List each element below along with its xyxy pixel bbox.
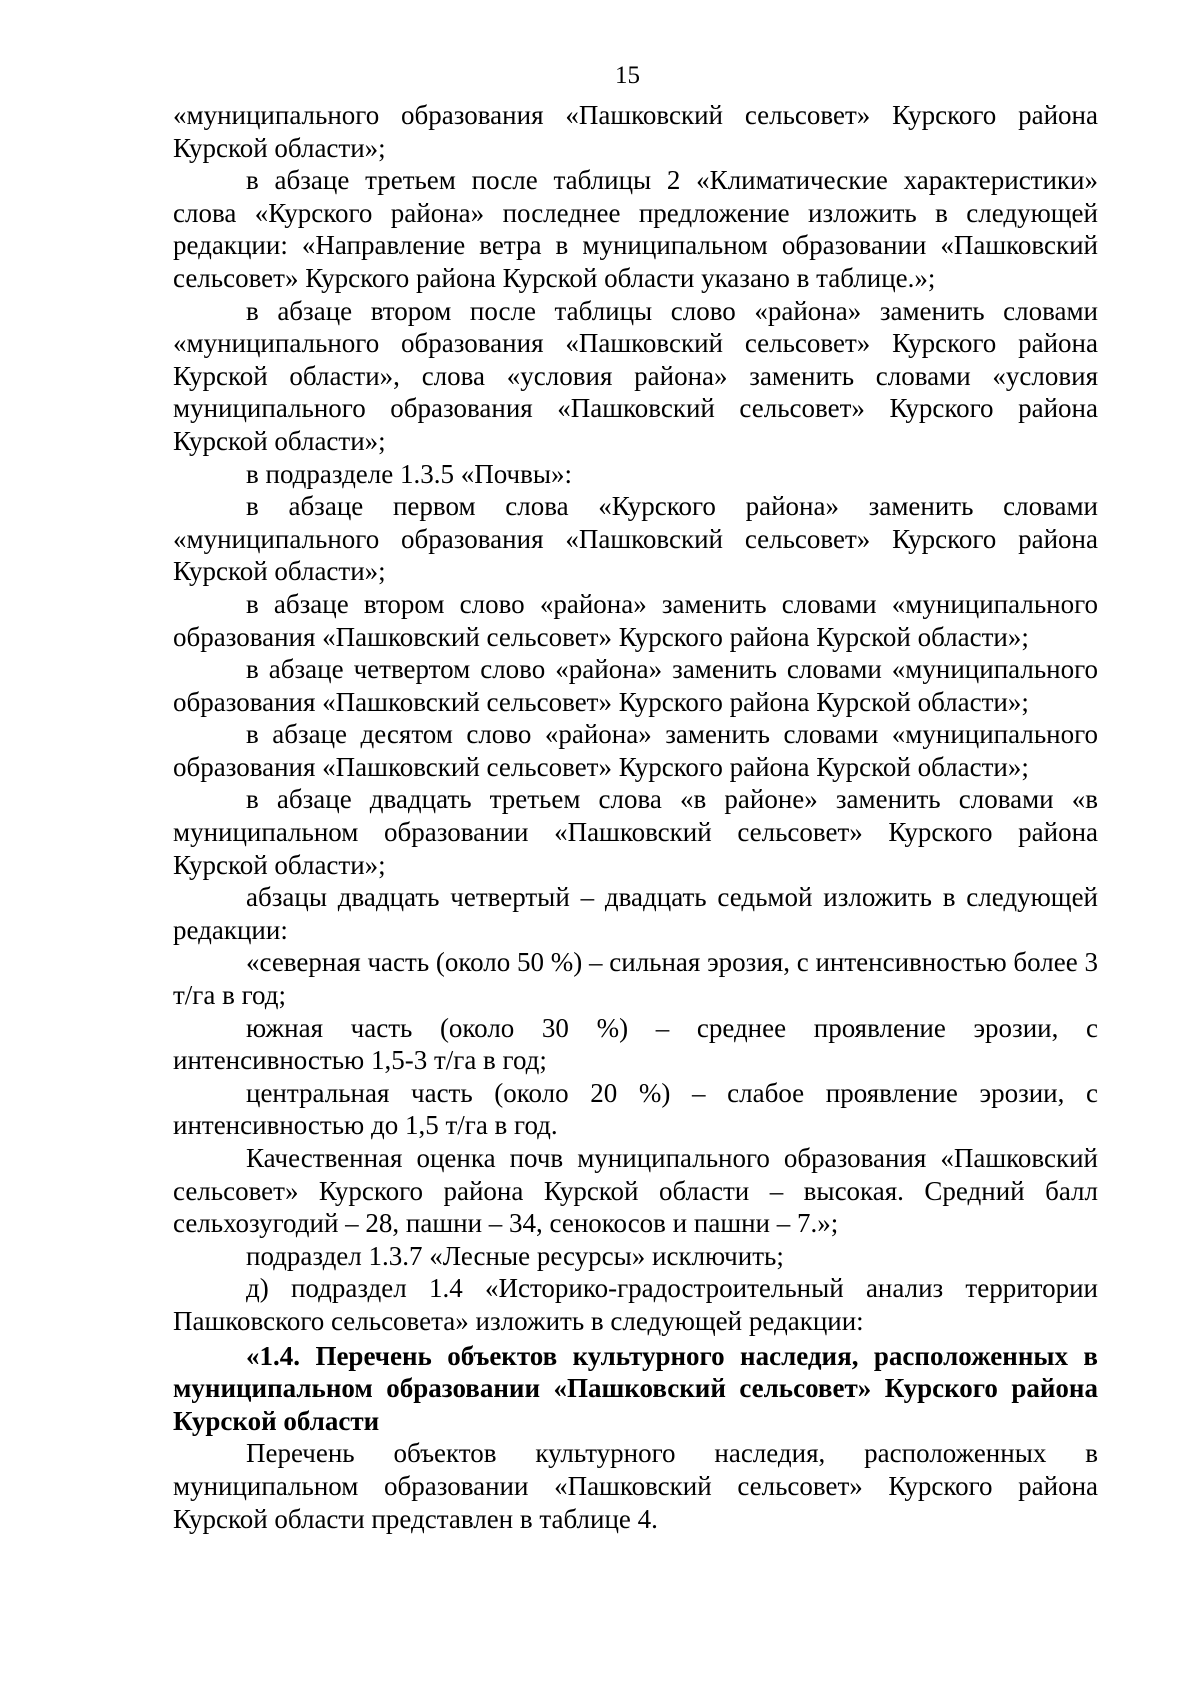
page-number: 15: [615, 62, 640, 89]
paragraph: «северная часть (около 50 %) – сильная эрозия, с интенсивностью более 3 т/га в год;: [173, 947, 1098, 1011]
paragraph: подраздел 1.3.7 «Лесные ресурсы» исключить;: [246, 1240, 784, 1271]
paragraph: в абзаце втором слово «района» заменить словами «муниципального образования «Пашковский сельсовет» Курского района Курской области»;: [173, 588, 1098, 652]
paragraph: в абзаце третьем после таблицы 2 «Климатические характеристики» слова «Курского района» последнее предложение изложить в следующей редакции: «Направление ветра в муниципальном образовании «Пашковский сельсовет» Курского района Курской области указано в таблице.»;: [173, 165, 1098, 293]
paragraph: д) подраздел 1.4 «Историко-градостроительный анализ территории Пашковского сельсовета» изложить в следующей редакции:: [173, 1273, 1098, 1336]
paragraph: в абзаце первом слова «Курского района» заменить словами «муниципального образования «Пашковский сельсовет» Курского района Курской области»;: [173, 491, 1098, 587]
paragraph: Качественная оценка почв муниципального образования «Пашковский сельсовет» Курского района Курской области – высокая. Средний балл сельхозугодий – 28, пашни – 34, сенокосов и пашни – 7.»;: [173, 1143, 1098, 1239]
document-body: [173, 99, 1098, 1535]
paragraph: южная часть (около 30 %) – среднее проявление эрозии, с интенсивностью 1,5-3 т/га в год;: [173, 1012, 1098, 1076]
paragraph: абзацы двадцать четвертый – двадцать седьмой изложить в следующей редакции:: [173, 882, 1098, 945]
paragraph: в абзаце четвертом слово «района» заменить словами «муниципального образования «Пашковский сельсовет» Курского района Курской области»;: [173, 654, 1098, 717]
section-heading: «1.4. Перечень объектов культурного наследия, расположенных в муниципальном образовании «Пашковский сельсовет» Курского района Курской области: [173, 1340, 1098, 1436]
paragraph: центральная часть (около 20 %) – слабое проявление эрозии, с интенсивностью до 1,5 т/га в год.: [173, 1077, 1098, 1141]
paragraph: «муниципального образования «Пашковский сельсовет» Курского района Курской области»;: [173, 100, 1098, 163]
paragraph: в абзаце десятом слово «района» заменить словами «муниципального образования «Пашковский сельсовет» Курского района Курской области»;: [173, 719, 1098, 782]
paragraph: Перечень объектов культурного наследия, расположенных в муниципальном образовании «Пашковский сельсовет» Курского района Курской области представлен в таблице 4.: [173, 1438, 1098, 1534]
paragraph: в абзаце двадцать третьем слова «в районе» заменить словами «в муниципальном образовании «Пашковский сельсовет» Курского района Курской области»;: [173, 784, 1098, 880]
paragraph: в подразделе 1.3.5 «Почвы»:: [246, 458, 573, 489]
paragraph: в абзаце втором после таблицы слово «района» заменить словами «муниципального образования «Пашковский сельсовет» Курского района Курской области», слова «условия района» заменить словами «условия муниципального образования «Пашковский сельсовет» Курского района Курской области»;: [173, 295, 1098, 456]
